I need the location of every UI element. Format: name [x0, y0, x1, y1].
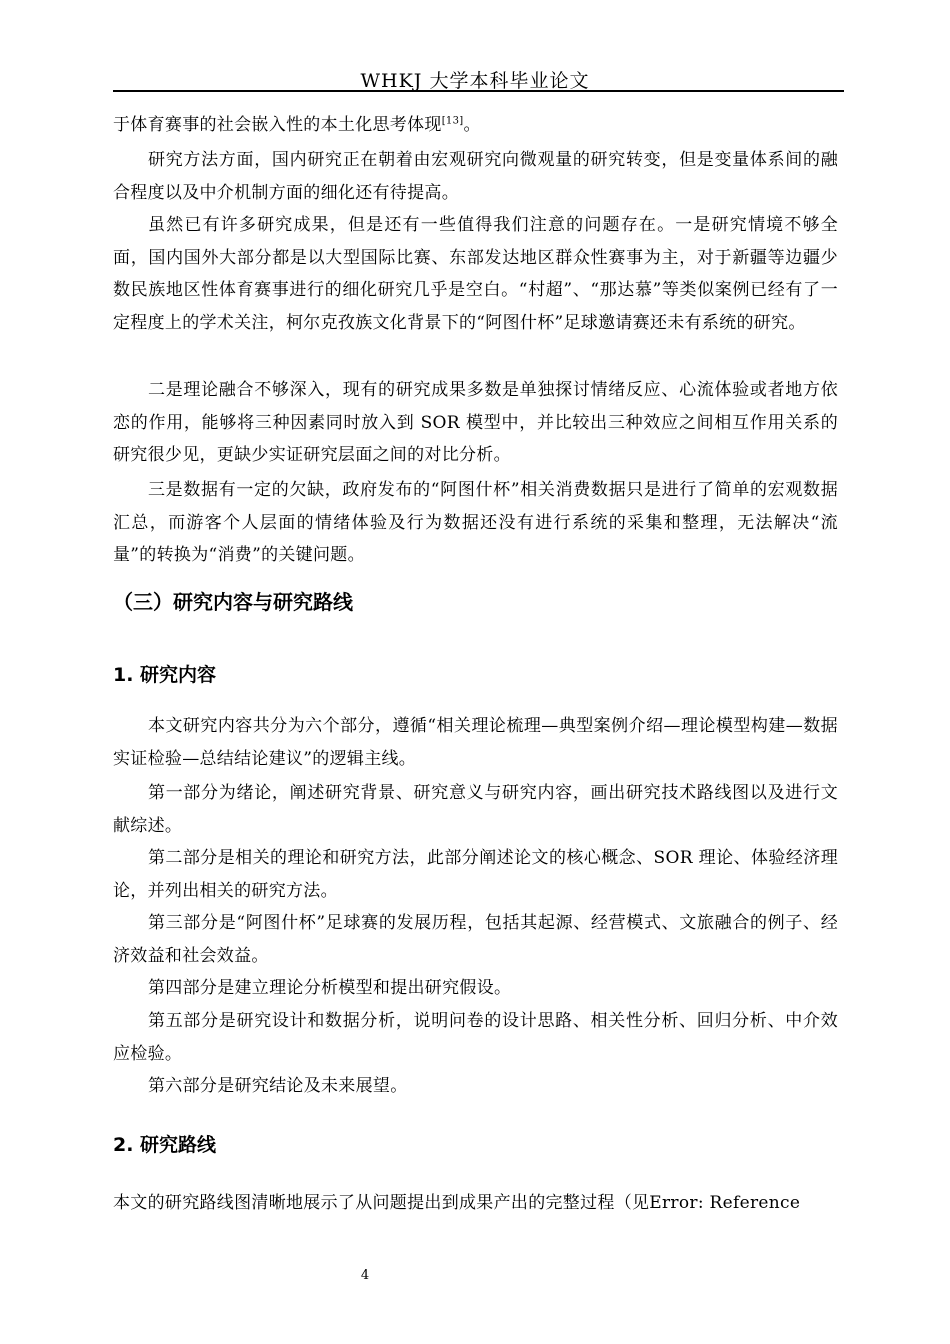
paragraph-problem-two: 二是理论融合不够深入，现有的研究成果多数是单独探讨情绪反应、心流体验或者地方依恋的作用，能够将三种因素同时放入到 SOR 模型中，并比较出三种效应之间相互作用关系的研究很少见，更缺少实证研究层面之间的对比分析。: [113, 380, 838, 465]
paragraph-part-six: 第六部分是研究结论及未来展望。: [148, 1076, 408, 1096]
paragraph-content-overview: 本文研究内容共分为六个部分，遵循“相关理论梳理—典型案例介绍—理论模型构建—数据实证检验—总结结论建议”的逻辑主线。: [113, 716, 838, 769]
paragraph-roadmap: 本文的研究路线图清晰地展示了从问题提出到成果产出的完整过程（见Error: Reference: [113, 1193, 801, 1213]
paragraph-part-two: 第二部分是相关的理论和研究方法，此部分阐述论文的核心概念、SOR 理论、体验经济理论，并列出相关的研究方法。: [113, 848, 838, 901]
subsection-heading-content: 1. 研究内容: [113, 664, 217, 686]
citation-ref: [13]: [441, 115, 464, 127]
paragraph-continuation: [113, 109, 838, 142]
header-rule: [113, 90, 844, 92]
page-number: 4: [360, 1268, 370, 1283]
paragraph-end: 。: [463, 115, 481, 135]
subsection-heading-roadmap: 2. 研究路线: [113, 1134, 217, 1156]
paragraph-part-one: 第一部分为绪论，阐述研究背景、研究意义与研究内容，画出研究技术路线图以及进行文献综述。: [113, 783, 838, 836]
running-header: WHKJ 大学本科毕业论文: [360, 70, 590, 92]
paragraph-text: 于体育赛事的社会嵌入性的本土化思考体现: [113, 115, 442, 135]
paragraph-research-methods: 研究方法方面，国内研究正在朝着由宏观研究向微观量的研究转变，但是变量体系间的融合程度以及中介机制方面的细化还有待提高。: [113, 150, 838, 203]
section-heading: （三）研究内容与研究路线: [113, 590, 353, 614]
paragraph-problem-one: 虽然已有许多研究成果，但是还有一些值得我们注意的问题存在。一是研究情境不够全面，国内国外大部分都是以大型国际比赛、东部发达地区群众性赛事为主，对于新疆等边疆少数民族地区性体育赛事进行的细化研究几乎是空白。“村超”、“那达慕”等类似案例已经有了一定程度上的学术关注，柯尔克孜族文化背景下的“阿图什杯”足球邀请赛还未有系统的研究。: [113, 215, 838, 333]
paragraph-problem-three: 三是数据有一定的欠缺，政府发布的“阿图什杯”相关消费数据只是进行了简单的宏观数据汇总，而游客个人层面的情绪体验及行为数据还没有进行系统的采集和整理，无法解决“流量”的转换为“消费”的关键问题。: [113, 480, 838, 565]
paragraph-part-five: 第五部分是研究设计和数据分析，说明问卷的设计思路、相关性分析、回归分析、中介效应检验。: [113, 1011, 838, 1064]
paragraph-part-three: 第三部分是“阿图什杯”足球赛的发展历程，包括其起源、经营模式、文旅融合的例子、经济效益和社会效益。: [113, 913, 838, 966]
paragraph-part-four: 第四部分是建立理论分析模型和提出研究假设。: [148, 978, 512, 998]
